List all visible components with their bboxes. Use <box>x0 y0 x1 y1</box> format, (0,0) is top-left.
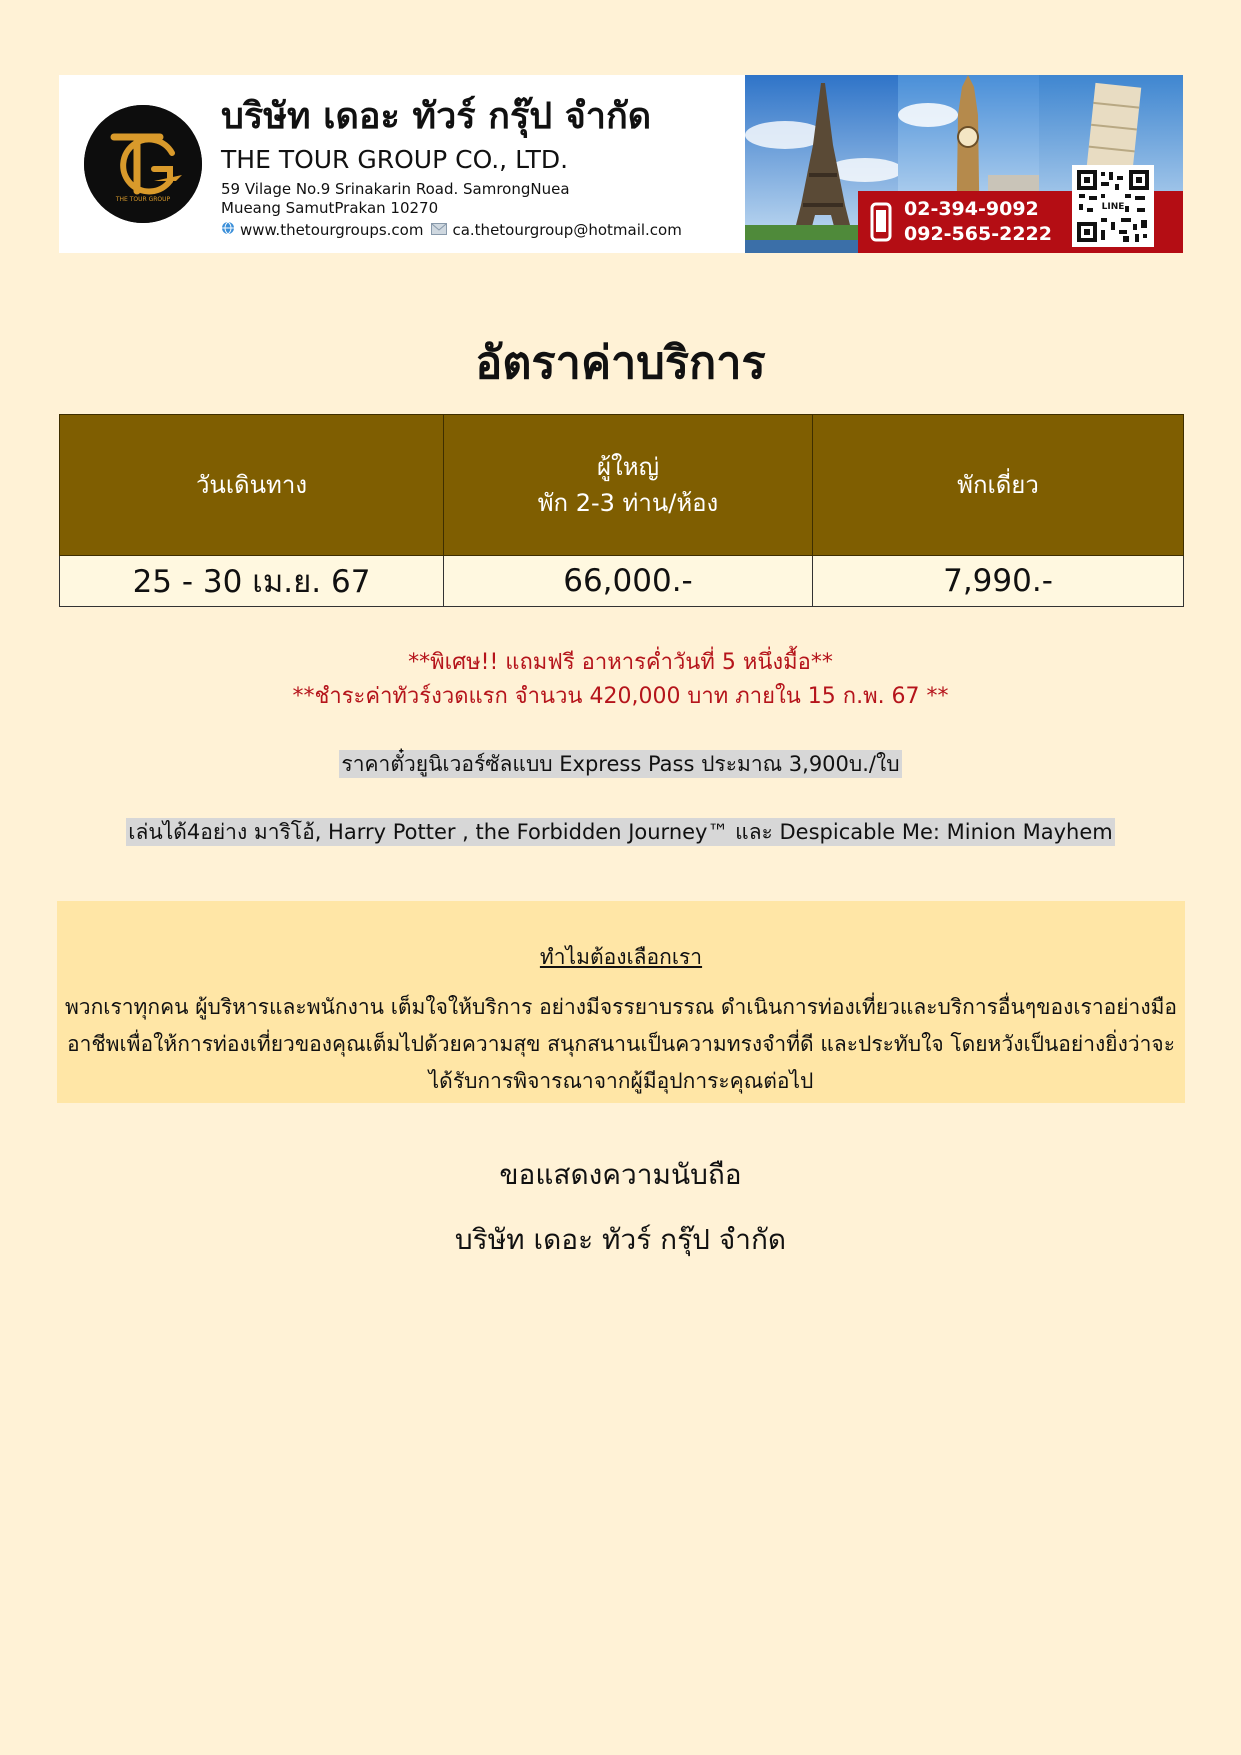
website-link[interactable]: www.thetourgroups.com <box>240 221 424 239</box>
banner-company-panel <box>59 75 745 253</box>
rides-note: เล่นได้4อย่าง มาริโอ้, Harry Potter , the Forbidden Journey™ และ Despicable Me: Minion Mayhem <box>128 820 1113 844</box>
email-link[interactable]: ca.thetourgroup@hotmail.com <box>452 221 682 239</box>
closing-company-name: บริษัท เดอะ ทัวร์ กรุ๊ป จำกัด <box>454 1223 787 1256</box>
header-adult-price <box>444 415 813 556</box>
company-logo <box>84 105 202 223</box>
promo-deposit: **ชำระค่าทัวร์งวดแรก จำนวน 420,000 บาท ภายใน 15 ก.พ. 67 ** <box>292 684 949 709</box>
rates-table <box>59 414 1184 607</box>
svg-text:LINE: LINE <box>1101 202 1125 212</box>
address-line-2: Mueang SamutPrakan 10270 <box>221 199 439 217</box>
company-name-english: THE TOUR GROUP CO., LTD. <box>221 145 569 174</box>
page-title: อัตราค่าบริการ <box>475 336 766 389</box>
phone-number-1[interactable]: 02-394-9092 <box>904 198 1039 220</box>
why-choose-us-title: ทำไมต้องเลือกเรา <box>539 945 703 969</box>
line-qr-code[interactable] <box>1072 165 1154 247</box>
table-row <box>60 556 1184 607</box>
company-name-thai: บริษัท เดอะ ทัวร์ กรุ๊ป จำกัด <box>221 96 652 137</box>
svg-text:THE TOUR GROUP: THE TOUR GROUP <box>115 196 171 203</box>
promo-free-dinner: **พิเศษ!! แถมฟรี อาหารค่ำวันที่ 5 หนึ่งมื้อ** <box>408 650 833 675</box>
mail-icon <box>431 221 447 239</box>
closing-regards: ขอแสดงความนับถือ <box>499 1158 742 1191</box>
cell-single-supplement: 7,990.- <box>813 556 1184 607</box>
header-single-supplement: พักเดี่ยว <box>813 415 1184 556</box>
cell-travel-date: 25 - 30 เม.ย. 67 <box>60 556 444 607</box>
tg-logo-icon <box>84 105 202 223</box>
phone-number-2[interactable]: 092-565-2222 <box>904 223 1052 245</box>
express-pass-note: ราคาตั๋วยูนิเวอร์ซัลแบบ Express Pass ประมาณ 3,900บ./ใบ <box>341 752 900 776</box>
cell-adult-price: 66,000.- <box>444 556 813 607</box>
header-adult-line1: ผู้ใหญ่ <box>596 453 660 481</box>
globe-icon <box>221 221 235 239</box>
rates-header-row <box>60 415 1184 556</box>
why-choose-us-body: พวกเราทุกคน ผู้บริหารและพนักงาน เต็มใจให้บริการ อย่างมีจรรยาบรรณ ดำเนินการท่องเที่ยวและบริการอื่นๆของเราอย่างมืออาชีพเพื่อให้การท่องเที่ยวของคุณเต็มไปด้วยความสุข สนุกสนานเป็นความทรงจำที่ดี และประทับใจ โดยหวังเป็นอย่างยิ่งว่าจะได้รับการพิจารณาจากผู้มีอุปการะคุณต่อไป <box>64 995 1178 1093</box>
why-choose-us-box <box>57 901 1185 1103</box>
header-adult-line2: พัก 2-3 ท่าน/ห้อง <box>537 489 719 517</box>
address-line-1: 59 Vilage No.9 Srinakarin Road. SamrongNuea <box>221 180 570 198</box>
banner-photo-panel <box>745 75 1183 253</box>
header-travel-date: วันเดินทาง <box>60 415 444 556</box>
header-banner <box>59 75 1183 253</box>
contact-row <box>221 221 682 239</box>
mobile-phone-icon <box>870 202 892 246</box>
